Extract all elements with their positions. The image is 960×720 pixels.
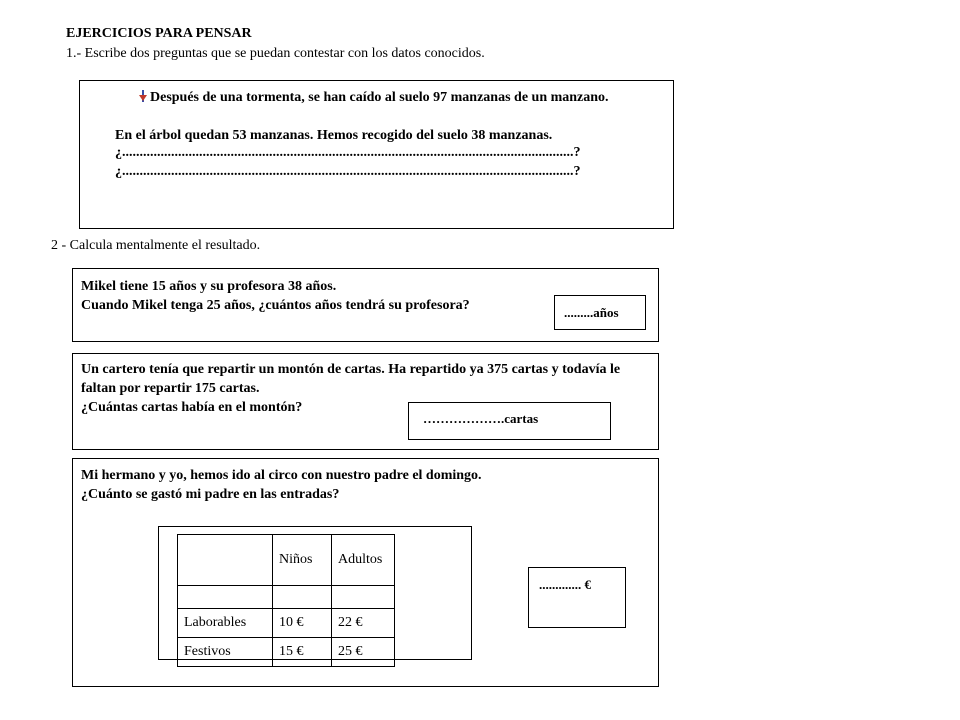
problem-a-line1: Mikel tiene 15 años y su profesora 38 años. [81, 279, 337, 294]
exercise1-box [79, 80, 674, 229]
table-cell: 10 € [273, 609, 332, 638]
problem-b-line1: Un cartero tenía que repartir un montón de cartas. Ha repartido ya 375 cartas y todavía le faltan por repartir 175 cartas. [81, 362, 621, 396]
apples-line2: En el árbol quedan 53 manzanas. Hemos recogido del suelo 38 manzanas. [115, 128, 553, 143]
table-cell: 25 € [332, 638, 395, 667]
problem-c-answer-box[interactable] [528, 567, 626, 628]
problem-b-answer: ……………….cartas [423, 411, 539, 426]
problem-b-answer-box[interactable] [408, 402, 611, 440]
table-row [178, 609, 395, 638]
table-header-row [178, 535, 395, 586]
problem-c-answer: ............. € [539, 577, 591, 592]
problem-b-line2: ¿Cuántas cartas había en el montón? [81, 400, 303, 415]
arrow-bullet-icon [138, 90, 148, 102]
question-line-1[interactable]: ¿.................................................................................................................................? [115, 145, 581, 160]
problem-a-answer: .........años [564, 305, 619, 320]
table-cell [178, 586, 273, 609]
exercise2-instruction: 2 - Calcula mentalmente el resultado. [51, 238, 261, 253]
price-table [177, 534, 395, 667]
apples-statement [138, 88, 662, 107]
problem-b-box [72, 353, 659, 450]
apples-line1: Después de una tormenta, se han caído al suelo 97 manzanas de un manzano. [150, 90, 609, 105]
page-title: EJERCICIOS PARA PENSAR [66, 26, 252, 41]
table-cell: 15 € [273, 638, 332, 667]
table-cell: Festivos [178, 638, 273, 667]
table-cell [273, 586, 332, 609]
question-line-2[interactable]: ¿.................................................................................................................................? [115, 164, 581, 179]
exercise1-instruction: 1.- Escribe dos preguntas que se puedan contestar con los datos conocidos. [66, 46, 485, 61]
problem-a-box [72, 268, 659, 342]
table-header-cell: Adultos [332, 535, 395, 586]
problem-a-answer-box[interactable] [554, 295, 646, 330]
table-header-cell [178, 535, 273, 586]
problem-c-line2: ¿Cuánto se gastó mi padre en las entradas? [81, 487, 340, 502]
problem-a-line2: Cuando Mikel tenga 25 años, ¿cuántos años tendrá su profesora? [81, 298, 470, 313]
table-row [178, 638, 395, 667]
problem-c-box [72, 458, 659, 687]
table-cell: 22 € [332, 609, 395, 638]
table-header-cell: Niños [273, 535, 332, 586]
table-cell: Laborables [178, 609, 273, 638]
table-cell [332, 586, 395, 609]
problem-c-line1: Mi hermano y yo, hemos ido al circo con nuestro padre el domingo. [81, 468, 482, 483]
price-table-frame [158, 526, 472, 660]
table-row-spacer [178, 586, 395, 609]
